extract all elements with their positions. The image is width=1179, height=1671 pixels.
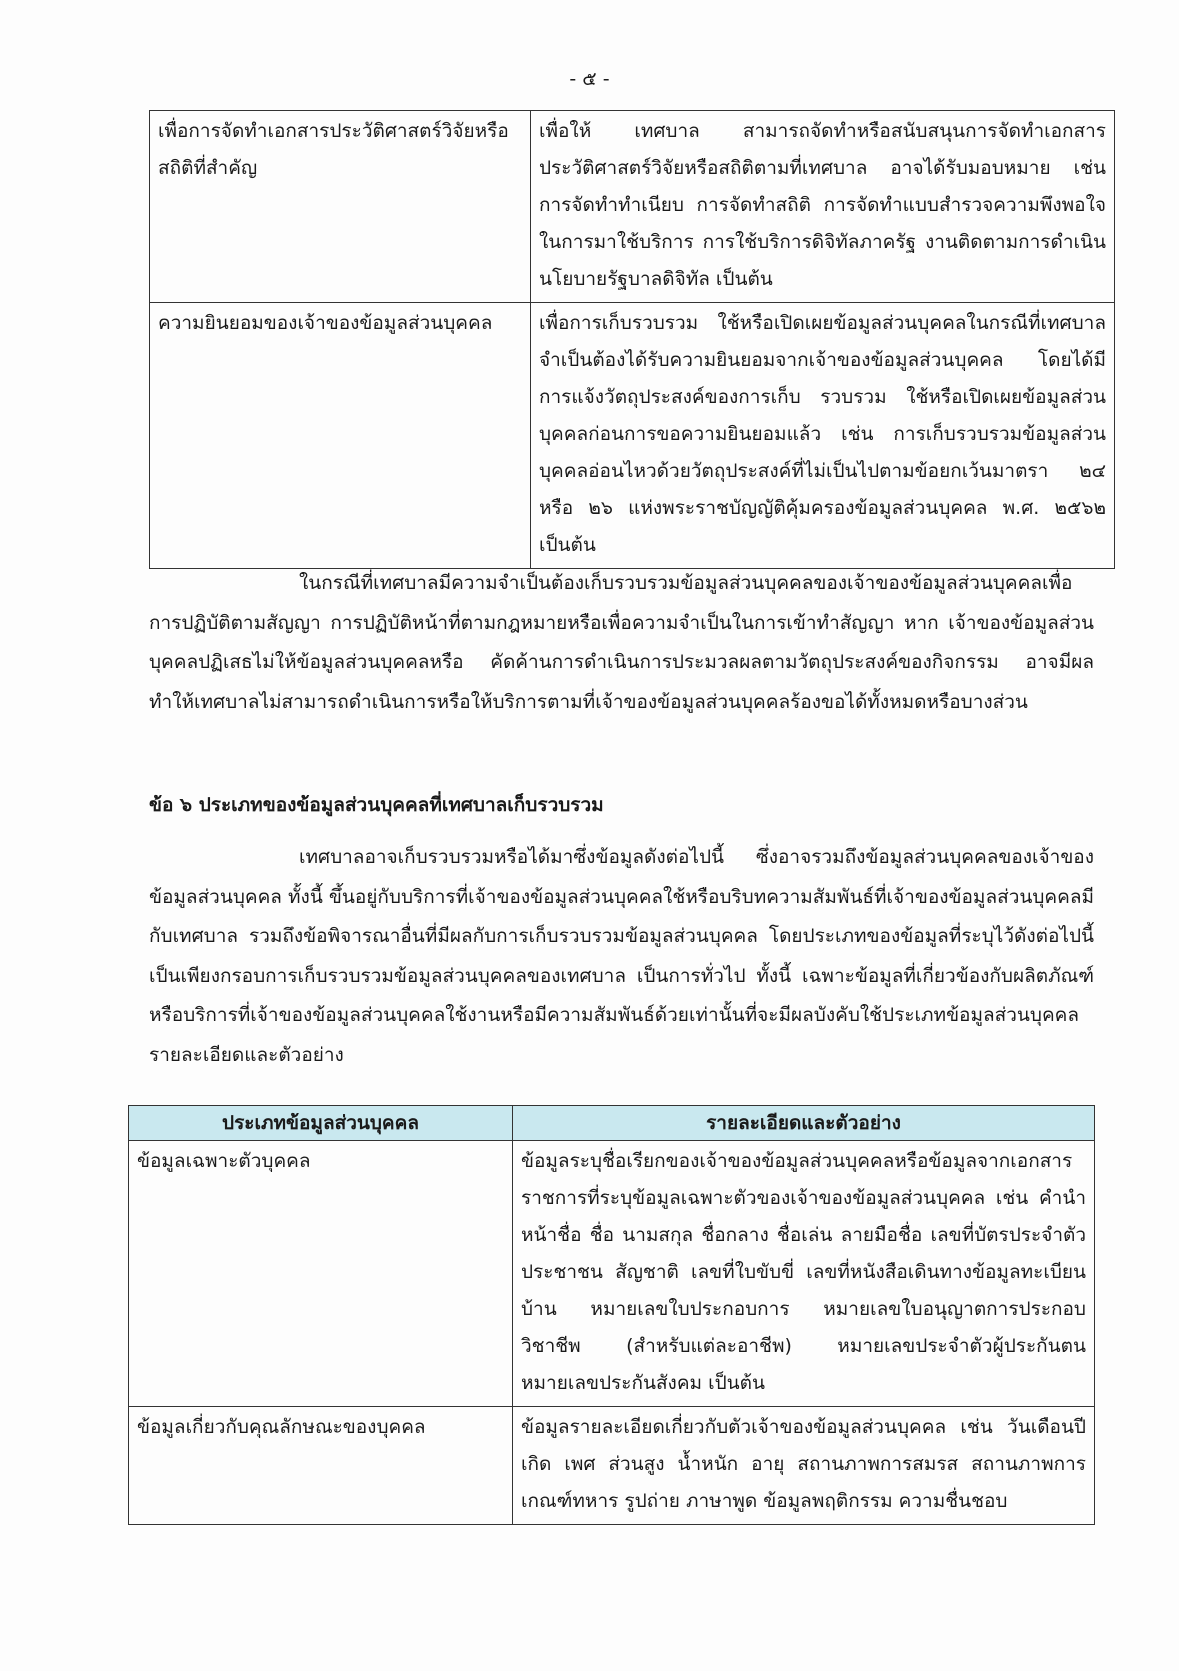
column-header: รายละเอียดและตัวอย่าง	[513, 1106, 1095, 1141]
detail-cell: เพื่อการเก็บรวบรวม ใช้หรือเปิดเผยข้อมูลส่วนบุคคลในกรณีที่เทศบาล จำเป็นต้องได้รับความยินยอมจากเจ้าของข้อมูลส่วนบุคคล โดยได้มีการแจ้งวัตถุประสงค์ของการเก็บ รวบรวม ใช้หรือเปิดเผยข้อมูลส่วนบุคคลก่อนการขอความยินยอมแล้ว เช่น การเก็บรวบรวมข้อมูลส่วนบุคคลอ่อนไหวด้วยวัตถุประสงค์ที่ไม่เป็นไปตามข้อยกเว้นมาตรา ๒๔ หรือ ๒๖ แห่งพระราชบัญญัติคุ้มครองข้อมูลส่วนบุคคล พ.ศ. ๒๕๖๒ เป็นต้น	[531, 303, 1115, 569]
paragraph-text: เทศบาลอาจเก็บรวบรวมหรือได้มาซึ่งข้อมูลดังต่อไปนี้ ซึ่งอาจรวมถึงข้อมูลส่วนบุคคลของเจ้าของข้อมูลส่วนบุคคล ทั้งนี้ ขึ้นอยู่กับบริการที่เจ้าของข้อมูลส่วนบุคคลใช้หรือบริบทความสัมพันธ์ที่เจ้าของข้อมูลส่วนบุคคลมีกับเทศบาล รวมถึงข้อพิจารณาอื่นที่มีผลกับการเก็บรวบรวมข้อมูลส่วนบุคคล โดยประเภทของข้อมูลที่ระบุไว้ดังต่อไปนี้เป็นเพียงกรอบการเก็บรวบรวมข้อมูลส่วนบุคคลของเทศบาล เป็นการทั่วไป ทั้งนี้ เฉพาะข้อมูลที่เกี่ยวข้องกับผลิตภัณฑ์หรือบริการที่เจ้าของข้อมูลส่วนบุคคลใช้งานหรือมีความสัมพันธ์ด้วยเท่านั้นที่จะมีผลบังคับใช้ประเภทข้อมูลส่วนบุคคลรายละเอียดและตัวอย่าง	[149, 846, 1094, 1066]
section-heading: ข้อ ๖ ประเภทของข้อมูลส่วนบุคคลที่เทศบาลเก็บรวบรวม	[149, 794, 604, 816]
table-header-row	[129, 1106, 1095, 1141]
paragraph	[149, 564, 1094, 722]
detail-cell: ข้อมูลรายละเอียดเกี่ยวกับตัวเจ้าของข้อมูลส่วนบุคคล เช่น วันเดือนปีเกิด เพศ ส่วนสูง น้ำหนัก อายุ สถานภาพการสมรส สถานภาพการเกณฑ์ทหาร รูปถ่าย ภาษาพูด ข้อมูลพฤติกรรม ความชื่นชอบ	[513, 1407, 1095, 1525]
legal-basis-table	[149, 110, 1115, 569]
table-row	[150, 303, 1115, 569]
table-row	[129, 1407, 1095, 1525]
basis-cell: เพื่อการจัดทำเอกสารประวัติศาสตร์วิจัยหรือสถิติที่สำคัญ	[150, 111, 531, 303]
table-row	[150, 111, 1115, 303]
detail-cell: เพื่อให้ เทศบาล สามารถจัดทำหรือสนับสนุนการจัดทำเอกสารประวัติศาสตร์วิจัยหรือสถิติตามที่เทศบาล อาจได้รับมอบหมาย เช่น การจัดทำทำเนียบ การจัดทำสถิติ การจัดทำแบบสำรวจความพึงพอใจในการมาใช้บริการ การใช้บริการดิจิทัลภาครัฐ งานติดตามการดำเนินนโยบายรัฐบาลดิจิทัล เป็นต้น	[531, 111, 1115, 303]
table-row	[129, 1141, 1095, 1407]
type-cell: ข้อมูลเกี่ยวกับคุณลักษณะของบุคคล	[129, 1407, 513, 1525]
detail-cell: ข้อมูลระบุชื่อเรียกของเจ้าของข้อมูลส่วนบุคคลหรือข้อมูลจากเอกสารราชการที่ระบุข้อมูลเฉพาะตัวของเจ้าของข้อมูลส่วนบุคคล เช่น คำนำหน้าชื่อ ชื่อ นามสกุล ชื่อกลาง ชื่อเล่น ลายมือชื่อ เลขที่บัตรประจำตัวประชาชน สัญชาติ เลขที่ใบขับขี่ เลขที่หนังสือเดินทางข้อมูลทะเบียนบ้าน หมายเลขใบประกอบการ หมายเลขใบอนุญาตการประกอบวิชาชีพ (สำหรับแต่ละอาชีพ) หมายเลขประจำตัวผู้ประกันตน หมายเลขประกันสังคม เป็นต้น	[513, 1141, 1095, 1407]
page-number: - ๕ -	[569, 68, 610, 90]
paragraph	[149, 838, 1094, 1075]
column-header: ประเภทข้อมูลส่วนบุคคล	[129, 1106, 513, 1141]
type-cell: ข้อมูลเฉพาะตัวบุคคล	[129, 1141, 513, 1407]
data-type-table	[128, 1105, 1095, 1525]
paragraph-text: ในกรณีที่เทศบาลมีความจำเป็นต้องเก็บรวบรวมข้อมูลส่วนบุคคลของเจ้าของข้อมูลส่วนบุคคลเพื่อการปฏิบัติตามสัญญา การปฏิบัติหน้าที่ตามกฎหมายหรือเพื่อความจำเป็นในการเข้าทำสัญญา หาก เจ้าของข้อมูลส่วนบุคคลปฏิเสธไม่ให้ข้อมูลส่วนบุคคลหรือ คัดค้านการดำเนินการประมวลผลตามวัตถุประสงค์ของกิจกรรม อาจมีผลทำให้เทศบาลไม่สามารถดำเนินการหรือให้บริการตามที่เจ้าของข้อมูลส่วนบุคคลร้องขอได้ทั้งหมดหรือบางส่วน	[149, 572, 1094, 713]
basis-cell: ความยินยอมของเจ้าของข้อมูลส่วนบุคคล	[150, 303, 531, 569]
